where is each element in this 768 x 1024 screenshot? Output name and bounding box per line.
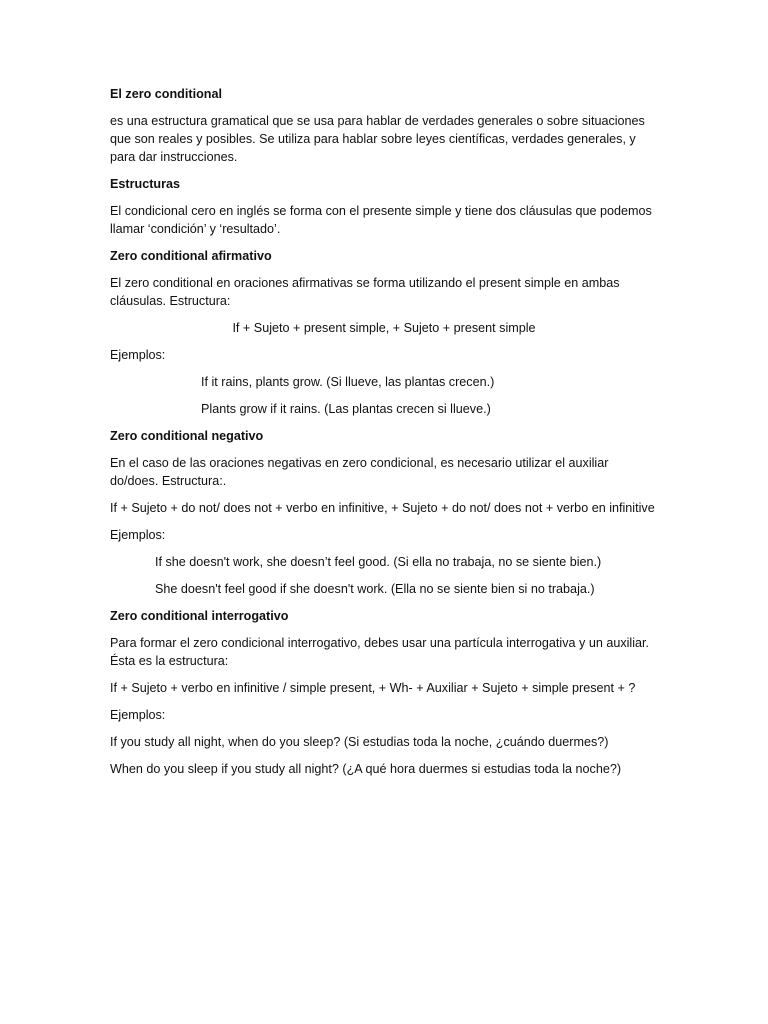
- negative-paragraph: En el caso de las oraciones negativas en zero condicional, es necesario utilizar el auxiliar do/does. Estructura:.: [110, 456, 609, 488]
- affirmative-paragraph: El zero conditional en oraciones afirmativas se forma utilizando el present simple en ambas cláusulas. Estructura:: [110, 276, 620, 308]
- affirmative-example-1: If it rains, plants grow. (Si llueve, las plantas crecen.): [201, 375, 495, 389]
- interrogative-examples-label: Ejemplos:: [110, 708, 166, 722]
- interrogative-example-2: When do you sleep if you study all night? (¿A qué hora duermes si estudias toda la noche?): [110, 762, 622, 776]
- interrogative-formula: If + Sujeto + verbo en infinitive / simple present, + Wh- + Auxiliar + Sujeto + simple present + ?: [110, 681, 636, 695]
- negative-formula: If + Sujeto + do not/ does not + verbo en infinitive, + Sujeto + do not/ does not + verbo en infinitive: [110, 501, 655, 515]
- document-body: [110, 85, 658, 787]
- affirmative-examples-label: Ejemplos:: [110, 348, 166, 362]
- interrogative-example-1: If you study all night, when do you sleep? (Si estudias toda la noche, ¿cuándo duermes?): [110, 735, 609, 749]
- negative-heading: Zero conditional negativo: [110, 429, 264, 443]
- intro-paragraph: es una estructura gramatical que se usa para hablar de verdades generales o sobre situaciones que son reales y posibles. Se utiliza para hablar sobre leyes científicas, verdades generales, y para dar instrucciones.: [110, 114, 645, 164]
- structures-paragraph: El condicional cero en inglés se forma con el presente simple y tiene dos cláusulas que podemos llamar ‘condición’ y ‘resultado’.: [110, 204, 652, 236]
- interrogative-heading: Zero conditional interrogativo: [110, 609, 289, 623]
- negative-examples-label: Ejemplos:: [110, 528, 166, 542]
- affirmative-heading: Zero conditional afirmativo: [110, 249, 272, 263]
- structures-heading: Estructuras: [110, 177, 180, 191]
- intro-heading: El zero conditional: [110, 87, 222, 101]
- affirmative-formula: If + Sujeto + present simple, + Sujeto + present simple: [232, 321, 536, 335]
- interrogative-paragraph: Para formar el zero condicional interrogativo, debes usar una partícula interrogativa y un auxiliar. Ésta es la estructura:: [110, 636, 650, 668]
- affirmative-example-2: Plants grow if it rains. (Las plantas crecen si llueve.): [201, 402, 491, 416]
- negative-example-1: If she doesn't work, she doesn’t feel good. (Si ella no trabaja, no se siente bien.): [155, 555, 602, 569]
- negative-example-2: She doesn't feel good if she doesn't work. (Ella no se siente bien si no trabaja.): [155, 582, 595, 596]
